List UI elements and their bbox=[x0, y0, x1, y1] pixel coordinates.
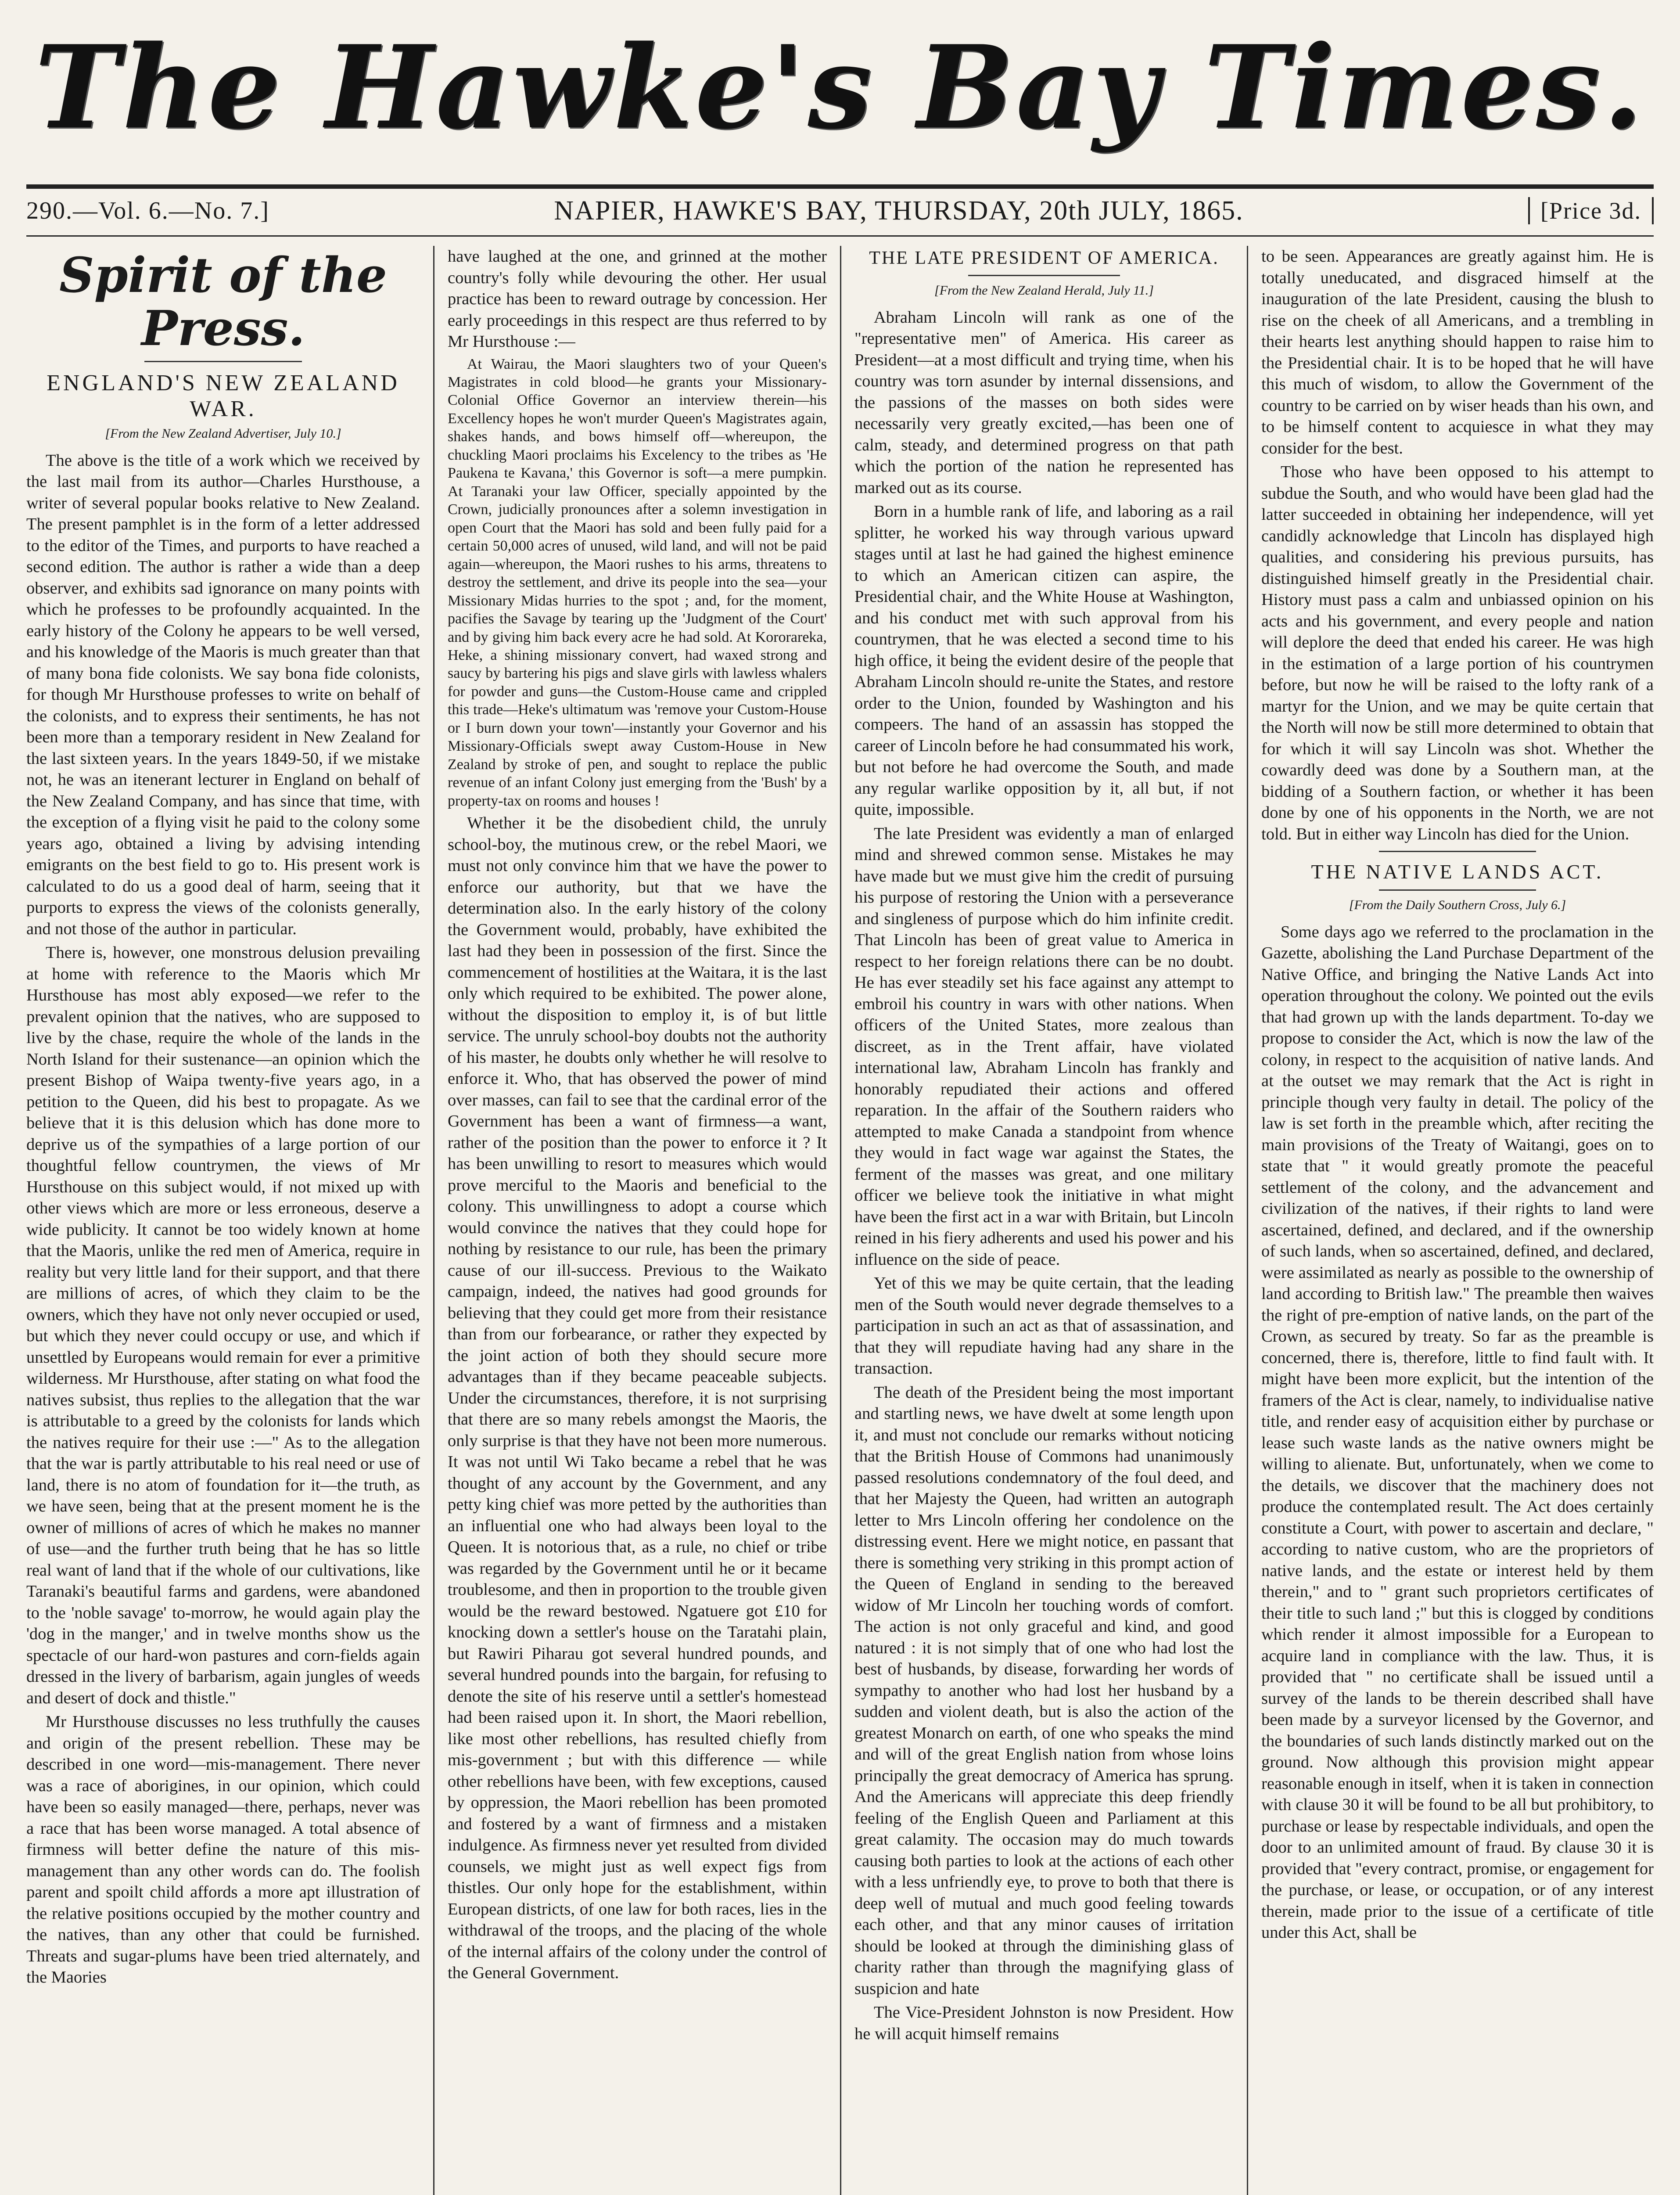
paragraph: The Vice-President Johnston is now President. How he will acquit himself remains bbox=[854, 2003, 1234, 2043]
masthead-rule bbox=[26, 184, 1654, 189]
divider bbox=[144, 361, 302, 362]
column-3 bbox=[840, 246, 1247, 2195]
paragraph: Yet of this we may be quite certain, that the leading men of the South would never degrade themselves to a participation in such an act as that of assassination, and that they will repudiate having had any share in the transaction. bbox=[854, 1274, 1234, 1378]
block-quote bbox=[448, 355, 827, 810]
quote-text: At Wairau, the Maori slaughters two of your Queen's Magistrates in cold blood—he grants your Missionary-Colonial Office Governor an interview therein—his Excellency hopes he won't murder Queen's Magistrates again, shakes hands, and bows himself off—whereupon, the chuckling Maori proclaims his Excelency to the tribes as 'He Paukena te Kavana,' this Governor is soft—a mere pumpkin. At Taranaki your law Officer, specially appointed by the Crown, judicially pronounces after a solemn investigation in open Court that the Maori has sold and been fully paid for a certain 50,000 acres of unused, wild land, and will not be paid again—whereupon, the Maori rushes to his arms, threatens to destroy the settlement, and drive its people into the sea—your Missionary Midas hurries to the spot ; and, for the moment, pacifies the Savage by tearing up the 'Judgment of the Court' and by giving him back every acre he had sold. At Kororareka, Heke, a shining missionary convert, had waxed strong and saucy by bartering his pigs and slave girls with lawless whalers for powder and guns—the Custom-House came and crippled this trade—Heke's ultimatum was 'remove your Custom-House or I burn down your town'—instantly your Governor and his Missionary-Officials swept away Custom-House in New Zealand by stroke of pen, and sought to replace the public revenue of an infant Colony just emerging from the 'Bush' by a property-tax on rooms and houses ! bbox=[448, 356, 827, 809]
column-1 bbox=[26, 246, 433, 2195]
section-header: Spirit of the Press. bbox=[59, 247, 387, 356]
divider bbox=[1379, 851, 1536, 852]
paragraph: Mr Hursthouse discusses no less truthfully the causes and origin of the present rebellion. These may be described in one word—mis-management. There never was a race of aborigines, in our opinion, which could have been so easily managed—there, perhaps, never was a race that has been worse managed. A total absence of firmness will better define the nature of this mis-management than any other words can do. The foolish parent and spoilt child affords a more apt illustration of the relative positions occupied by the mother country and the natives, than any other that could be furnished. Threats and sugar-plums have been tried alternately, and the Maories bbox=[26, 1713, 420, 1987]
paragraph: The death of the President being the most important and startling news, we have dwelt at some length upon it, and must not conclude our remarks without noticing that the British House of Commons had unanimously passed resolutions condemnatory of the foul deed, and that her Majesty the Queen, had written an autograph letter to Mrs Lincoln offering her condolence on the distressing event. Here we might notice, en passant that there is something very striking in this prompt action of the Queen of England in sending to the bereaved widow of Mr Lincoln her touching words of comfort. The action is not only graceful and kind, and good natured : it is not simply that of one who had lost the best of husbands, by disease, forwarding her words of sympathy to another who had lost her husband by a sudden and violent death, but is also the action of the greatest Monarch on earth, of one who speaks the mind and will of the great English nation from whose loins principally the great democracy of America has sprung. And the Americans will appreciate this deep friendly feeling of the English Queen and Parliament at this great calamity. The occasion may do much towards causing both parties to look at the actions of each other with a less unfriendly eye, to prove to both that there is deep well of mutual and much good feeling towards each other, and that any minor causes of irritation should be looked at through the diminishing glass of charity rather than through the magnifying glass of suspicion and hate bbox=[854, 1383, 1234, 1998]
issue-number: 290.—Vol. 6.—No. 7.] bbox=[26, 197, 269, 224]
place-date: NAPIER, HAWKE'S BAY, THURSDAY, 20th JULY, 1865. bbox=[554, 195, 1244, 226]
columns bbox=[26, 246, 1654, 2195]
divider bbox=[968, 275, 1120, 276]
paragraph: Born in a humble rank of life, and laboring as a rail splitter, he worked his way through various upward stages until at last he had gained the highest eminence to which an American citizen can aspire, the Presidential chair, and the White House at Washington, and his conduct met with such approval from his countrymen, that he was elected a second time to his high office, it being the evident desire of the people that Abraham Lincoln should re-unite the States, and restore order to the Union, founded by Washington and his compeers. The hand of an assassin has stopped the career of Lincoln before he had consummated his work, but not before he had overcome the South, and made any regular warlike opposition by it, all but, if not quite, impossible. bbox=[854, 502, 1234, 819]
article-title: ENGLAND'S NEW ZEALAND WAR. bbox=[47, 371, 400, 421]
column-2 bbox=[433, 246, 840, 2195]
paragraph: The above is the title of a work which we received by the last mail from its author—Charles Hursthouse, a writer of several popular books relative to New Zealand. The present pamphlet is in the form of a letter addressed to the editor of the Times, and purports to have reached a second edition. The author is rather a wide than a deep observer, and exhibits sad ignorance on many points with which he professes to be profoundly acquainted. In the early history of the Colony he appears to be well versed, and his knowledge of the Maoris is much greater than that of many bona fide colonists. We say bona fide colonists, for though Mr Hursthouse professes to write on behalf of the colonists, and to express their sentiments, he has not been more than a temporary resident in New Zealand for the last sixteen years. In the years 1849-50, if we mistake not, he was an itenerant lecturer in England on behalf of the New Zealand Company, and has since that time, with the exception of a flying visit he paid to the colony some years ago, obtained a living by advising intending emigrants on the best field to go to. His present work is calculated to do us a good deal of harm, seeing that it purports to express the views of the colonists generally, and not those of the author in particular. bbox=[26, 451, 420, 938]
divider bbox=[1379, 889, 1536, 891]
paragraph: to be seen. Appearances are greatly against him. He is totally uneducated, and disgraced himself at the inauguration of the late President, causing the blush to rise on the cheek of all Americans, and a trembling in their hearts lest anything should happen to raise him to the Presidential chair. It is to be hoped that he will have this much of wisdom, to allow the Government of the country to be carried on by wiser heads than his own, and to be himself content to acquiesce in what they may consider for the best. bbox=[1261, 247, 1654, 457]
paragraph: There is, however, one monstrous delusion prevailing at home with reference to the Maoris which Mr Hursthouse has most ably exposed—we refer to the prevalent opinion that the natives, who are supposed to live by the chase, require the whole of the lands in the North Island for their sustenance—an opinion which the present Bishop of Waipa twenty-five years ago, in a petition to the Queen, did his best to propagate. As we believe that it is this delusion which has done more to deprive us of the sympathies of a large portion of our thoughtful fellow countrymen, the views of Mr Hursthouse on this subject would, if not mixed up with other views which are more or less erroneous, deserve a wide publicity. It cannot be too widely known at home that the Maoris, unlike the red men of America, require in reality but very little land for their support, and that there are millions of acres, of which they claim to be the owners, which they have not only never occupied or used, but which they never could occupy or use, and which if unsettled by Europeans would remain for ever a primitive wilderness. Mr Hursthouse, after stating on what food the natives subsist, thus replies to the allegation that the war is attributable to a greed by the colonists for lands which the natives require for their use :—" As to the allegation that the war is partly attributable to his real need or use of land, there is no atom of foundation for it—the truth, as we have seen, being that at the present moment he is the owner of millions of acres of which he makes no manner of use—and the further truth being that he has so little real want of land that if the whole of our cultivations, like Taranaki's beautiful farms and gardens, were abandoned to the 'noble savage' to-morrow, he would again play the 'dog in the manger,' and in twelve months show us the spectacle of our hard-won pastures and corn-fields again dressed in the livery of barbarism, again jungles of weeds and desert of dock and thistle." bbox=[26, 943, 420, 1707]
dateline-rule bbox=[26, 235, 1654, 237]
article-title: THE NATIVE LANDS ACT. bbox=[1311, 860, 1604, 883]
dateline bbox=[26, 189, 1654, 233]
paragraph: Those who have been opposed to his attempt to subdue the South, and who would have been glad had the latter succeeded in obtaining her independence, will yet candidly acknowledge that Lincoln has displayed high qualities, and considering his previous pursuits, has distinguished himself greatly in the Presidential chair. History must pass a calm and unbiassed opinion on his acts and his government, and every people and nation will deplore the deed that ended his career. He was high in the estimation of a large portion of his countrymen before, but now he will be raised to the lofty rank of a martyr for the Union, and we may be quite certain that the North will now be still more determined to obtain that for which it will say Lincoln was shot. Whether the cowardly deed was done by a Southern man, at the bidding of a Southern faction, or whether it has been done by one of his opponents in the North, we are not told. But in either way Lincoln has died for the Union. bbox=[1261, 463, 1654, 843]
article-source: [From the New Zealand Herald, July 11.] bbox=[934, 283, 1154, 298]
paragraph: The late President was evidently a man of enlarged mind and shrewed common sense. Mistakes he may have made but we must give him the credit of pursuing his purpose of restoring the Union with a perseverance and singleness of purpose which do him infinite credit. That Lincoln has been of great value to America in respect to her foreign relations there can be no doubt. He has ever steadily set his face against any attempt to embroil his country in wars with other nations. When officers of the United States, more zealous than discreet, as in the Trent affair, have violated international law, Abraham Lincoln has frankly and honorably repudiated their actions and offered reparation. In the affair of the Southern raiders who attempted to make Canada a standpoint from whence they would in fact wage war against the States, the ferment of the masses was great, and one military officer we believe took the initiative in what might have been the first act in a war with Britain, but Lincoln reined in his fiery adherents and used his power and his influence on the side of peace. bbox=[854, 824, 1234, 1269]
article-source: [From the Daily Southern Cross, July 6.] bbox=[1349, 898, 1566, 912]
article-source: [From the New Zealand Advertiser, July 10.] bbox=[105, 426, 341, 441]
masthead-title: The Hawke's Bay Times. bbox=[35, 21, 1645, 155]
price: [Price 3d. bbox=[1528, 197, 1654, 224]
paragraph: Whether it be the disobedient child, the unruly school-boy, the mutinous crew, or the rebel Maori, we must not only convince him that we have the power to enforce our authority, but that we have the determination also. In the early history of the colony the Government would, probably, have exhibited the last had they been in possession of the first. Since the commencement of hostilities at the Waitara, it is the last only which required to be exhibited. The power alone, without the disposition to employ it, is of but little service. The unruly school-boy doubts not the authority of his master, he doubts only whether he will resolve to enforce it. Who, that has observed the power of mind over masses, can fail to see that the cardinal error of the Government has been a want of firmness—a want, rather of the position than the power to enforce it ? It has been unwilling to resort to measures which would prove merciful to the Maoris and beneficial to the colony. This unwillingness to adopt a course which would convince the natives that they could hope for nothing by resistance to our rule, has been the primary cause of our ill-success. Previous to the Waikato campaign, indeed, the natives had good grounds for believing that they could get more from their resistance than from our forbearance, or rather they expected by the joint action of both they should secure more advantages than if they became peaceable subjects. Under the circumstances, therefore, it is not surprising that there are so many rebels amongst the Maoris, the only surprise is that they have not been more numerous. It was not until Wi Tako became a rebel that he was thought of any account by the Government, and any petty king chief was more petted by the authorities than an influential one who had always been loyal to the Queen. It is notorious that, as a rule, no chief or tribe was regarded by the Government until he or it became troublesome, and then in proportion to the trouble given would be the reward bestowed. Ngatuere got £10 for knocking down a settler's house on the Taratahi plain, but Rawiri Piharau got several hundred pounds, and several hundred pounds into the bargain, for refusing to denote the site of his reserve until a settler's homestead had been raised upon it. In short, the Maori rebellion, like most other rebellions, has resulted chiefly from mis-government ; but with this difference — while other rebellions have been, with few exceptions, caused by oppression, the Maori rebellion has been promoted and fostered by a want of firmness and a mistaken indulgence. As firmness never yet resulted from divided counsels, we might just as well expect figs from thistles. Our only hope for the establishment, within European districts, of one law for both races, lies in the withdrawal of the troops, and the placing of the whole of the internal affairs of the colony under the control of the General Government. bbox=[448, 814, 827, 1983]
paragraph: have laughed at the one, and grinned at the mother country's folly while devouring the other. Her usual practice has been to reward outrage by concession. Her early proceedings in this respect are thus referred to by Mr Hursthouse :— bbox=[448, 247, 827, 351]
masthead bbox=[26, 18, 1654, 158]
paragraph: Some days ago we referred to the proclamation in the Gazette, abolishing the Land Purchase Department of the Native Office, and bringing the Native Lands Act into operation throughout the colony. We pointed out the evils that had grown up with the lands department. To-day we propose to consider the Act, which is now the law of the colony, in respect to the acquisition of native lands. And at the outset we may remark that the Act is right in principle though very faulty in detail. The policy of the law is set forth in the preamble which, after reciting the main provisions of the Treaty of Waitangi, goes on to state that " it would greatly promote the peaceful settlement of the colony, and the advancement and civilization of the natives, if their rights to land were ascertained, defined, and declared, and if the ownership of such lands, when so ascertained, defined, and declared, were assimilated as nearly as possible to the ownership of land according to British law." The preamble then waives the right of pre-emption of native lands, on the part of the Crown, as secured by treaty. So far as the preamble is concerned, there is, therefore, little to find fault with. It might have been more explicit, but the intention of the framers of the Act is clear, namely, to individualise native title, and render easy of acquisition either by purchase or lease such waste lands as the native owners might be willing to alienate. But, unfortunately, when we come to the details, we discover that the machinery does not produce the contemplated result. The Act does certainly constitute a Court, with power to ascertain and declare, " according to native custom, who are the proprietors of native lands, and the estate or interest held by them therein," and to " grant such proprietors certificates of their title to such land ;" but this is clogged by conditions which render it almost impossible for a European to acquire land in compliance with the law. Thus, it is provided that " no certificate shall be issued until a survey of the lands to be therein described shall have been made by a surveyor licensed by the Governor, and the boundaries of such lands distinctly marked out on the ground. Now although this provision might appear reasonable enough in itself, when it is taken in connection with clause 30 it will be found to be all but prohibitory, to purchase or lease by respectable individuals, and open the door to an unlimited amount of fraud. By clause 30 it is provided that "every contract, promise, or engagement for the purchase, or lease, or occupation, or of any interest therein, made prior to the issue of a certificate of title under this Act, shall be bbox=[1261, 922, 1654, 1942]
article-title: THE LATE PRESIDENT OF AMERICA. bbox=[869, 248, 1219, 268]
paragraph: Abraham Lincoln will rank as one of the "representative men" of America. His career as President—at a most difficult and trying time, when his country was torn asunder by internal dissensions, and the passions of the masses on both sides were necessarily very greatly excited,—has been one of calm, steady, and determined progress on that path which the portion of the nation he represented has marked out as its course. bbox=[854, 308, 1234, 497]
column-4 bbox=[1247, 246, 1654, 2195]
